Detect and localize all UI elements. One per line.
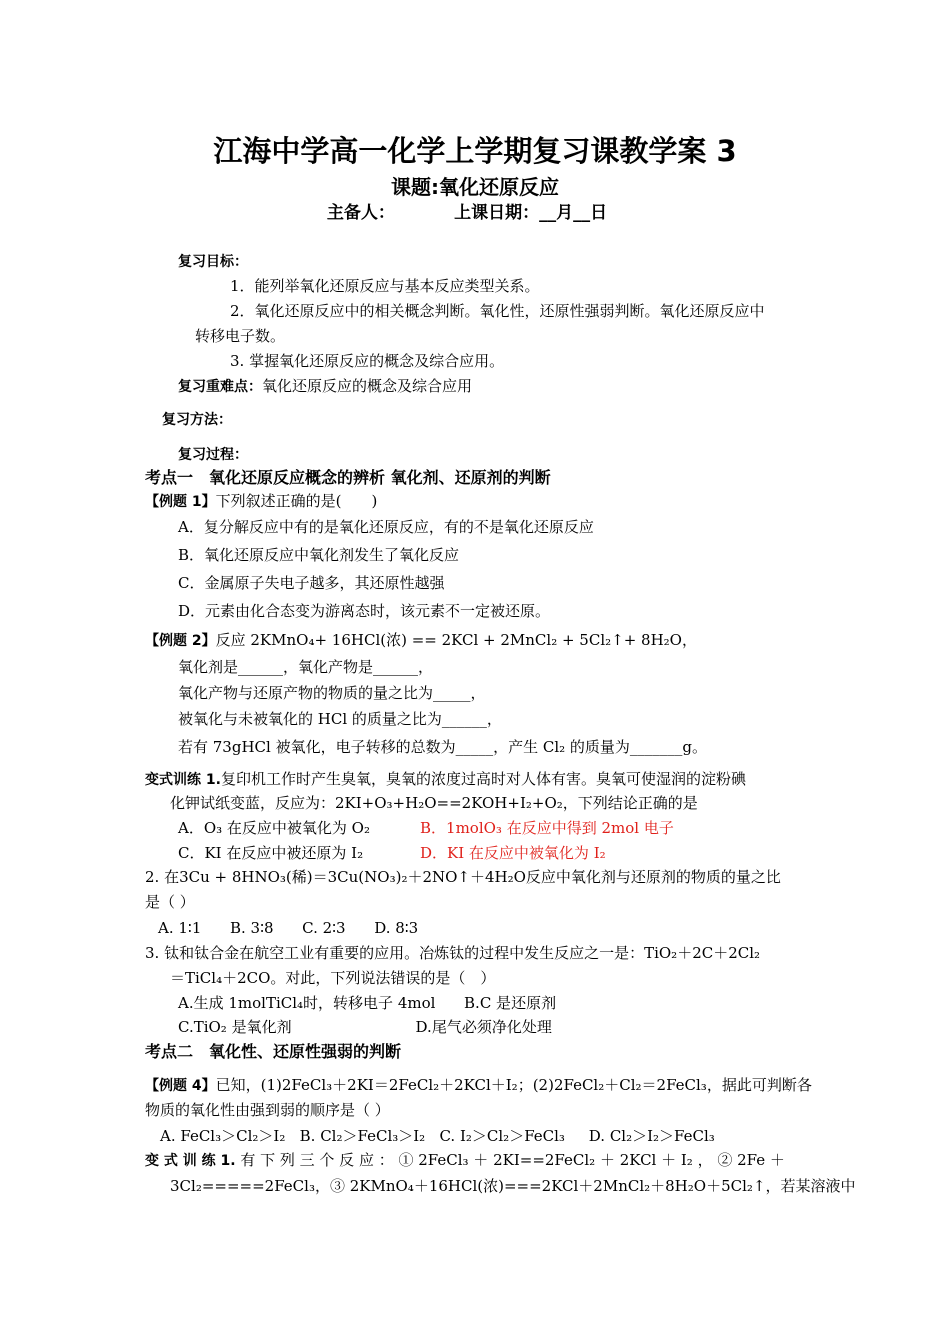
example-2-q4: 若有 73gHCl 被氧化，电子转移的总数为_____，产生 Cl₂ 的质量为_______g。 — [178, 738, 708, 756]
method-label: 复习方法： — [162, 412, 232, 428]
example-1-option-c: C．金属原子失电子越多，其还原性越强 — [178, 574, 445, 592]
question-3-options-ab: A.生成 1molTiCl₄时，转移电子 4mol B.C 是还原剂 — [178, 994, 557, 1012]
objectives-label: 复习目标： — [178, 254, 248, 270]
variant-1-text: 复印机工作时产生臭氧，臭氧的浓度过高时对人体有害。臭氧可使湿润的淀粉碘 — [220, 770, 746, 788]
example-1-label: 【例题 1】 — [145, 494, 216, 510]
example-1-option-a: A．复分解反应中有的是氧化还原反应，有的不是氧化还原反应 — [178, 518, 594, 536]
variant-1-option-c: C．KI 在反应中被还原为 I₂ — [178, 844, 364, 862]
variant-2-stem-cont: 3Cl₂=====2FeCl₃，③ 2KMnO₄＋16HCl(浓)===2KCl＋2MnCl₂＋8H₂O＋5Cl₂↑，若某溶液中 — [170, 1177, 856, 1195]
variant-1-reaction: 化钾试纸变蓝，反应为：2KI+O₃+H₂O==2KOH+I₂+O₂，下列结论正确的是 — [170, 794, 698, 812]
section-1-title: 考点一 氧化还原反应概念的辨析 氧化剂、还原剂的判断 — [145, 468, 551, 487]
example-1-question: 下列叙述正确的是( ) — [215, 492, 378, 510]
variant-2-stem — [145, 1150, 785, 1171]
example-2-stem — [145, 630, 697, 651]
variant-1-option-d: D．KI 在反应中被氧化为 I₂ — [420, 844, 606, 862]
key-points-text: 氧化还原反应的概念及综合应用 — [262, 377, 473, 395]
variant-1-label: 变式训练 1. — [145, 772, 221, 788]
objective-1: 1．能列举氧化还原反应与基本反应类型关系。 — [230, 277, 540, 295]
question-3-stem-cont: ＝TiCl₄＋2CO。对此，下列说法错误的是（ ） — [170, 969, 496, 987]
variant-2-label: 变 式 训 练 1. — [145, 1153, 236, 1169]
example-1-option-d: D．元素由化合态变为游离态时，该元素不一定被还原。 — [178, 602, 551, 620]
example-2-label: 【例题 2】 — [145, 633, 216, 649]
example-4-options: A. FeCl₃＞Cl₂＞I₂ B. Cl₂＞FeCl₃＞I₂ C. I₂＞Cl₂＞FeCl₃ D. Cl₂＞I₂＞FeCl₃ — [160, 1127, 715, 1145]
variant-2-text: 有 下 列 三 个 反 应 ： ① 2FeCl₃ ＋ 2KI==2FeCl₂ ＋ 2KCl ＋ I₂ ， ② 2Fe ＋ — [235, 1151, 785, 1169]
example-2-reaction: 反应 2KMnO₄+ 16HCl(浓) == 2KCl + 2MnCl₂ + 5Cl₂↑+ 8H₂O， — [215, 631, 697, 649]
key-points-label: 复习重难点： — [178, 379, 262, 395]
question-3-options-cd: C.TiO₂ 是氧化剂 D.尾气必须净化处理 — [178, 1018, 552, 1036]
objective-2a: 2．氧化还原反应中的相关概念判断。氧化性，还原性强弱判断。氧化还原反应中 — [230, 302, 765, 320]
section-2-title: 考点二 氧化性、还原性强弱的判断 — [145, 1042, 402, 1061]
objective-3: 3. 掌握氧化还原反应的概念及综合应用。 — [230, 352, 505, 370]
lesson-meta: 主备人： 上课日期：__月__日 — [326, 203, 608, 223]
example-1-option-b: B．氧化还原反应中氧化剂发生了氧化反应 — [178, 546, 460, 564]
question-2-stem-cont: 是（ ） — [145, 893, 195, 911]
variant-1-option-a: A．O₃ 在反应中被氧化为 O₂ — [178, 819, 370, 837]
objective-2b: 转移电子数。 — [195, 327, 286, 345]
example-4-label: 【例题 4】 — [145, 1078, 216, 1094]
key-points — [178, 376, 472, 397]
question-3-stem: 3. 钛和钛合金在航空工业有重要的应用。冶炼钛的过程中发生反应之一是：TiO₂＋2C＋2Cl₂ — [145, 944, 761, 962]
question-2-options: A. 1∶1 B. 3∶8 C. 2∶3 D. 8∶3 — [158, 919, 419, 937]
variant-1-option-b: B．1molO₃ 在反应中得到 2mol 电子 — [420, 819, 674, 837]
example-1-stem — [145, 491, 377, 512]
question-2-stem: 2. 在3Cu + 8HNO₃(稀)＝3Cu(NO₃)₂＋2NO↑＋4H₂O反应中氧化剂与还原剂的物质的量之比 — [145, 868, 781, 886]
variant-1-stem — [145, 769, 746, 790]
example-4-text: 已知，(1)2FeCl₃＋2KI＝2FeCl₂＋2KCl＋I₂；(2)2FeCl₂＋Cl₂＝2FeCl₃，据此可判断各 — [215, 1076, 812, 1094]
example-4-stem — [145, 1075, 812, 1096]
example-2-q1: 氧化剂是______，氧化产物是______， — [178, 658, 434, 676]
example-2-q3: 被氧化与未被氧化的 HCl 的质量之比为______， — [178, 710, 502, 728]
example-2-q2: 氧化产物与还原产物的物质的量之比为_____， — [178, 684, 486, 702]
document-title: 江海中学高一化学上学期复习课教学案 3 — [213, 134, 737, 168]
example-4-stem-cont: 物质的氧化性由强到弱的顺序是（ ） — [145, 1101, 390, 1119]
process-label: 复习过程： — [178, 447, 248, 463]
lesson-topic: 课题:氧化还原反应 — [391, 175, 559, 199]
